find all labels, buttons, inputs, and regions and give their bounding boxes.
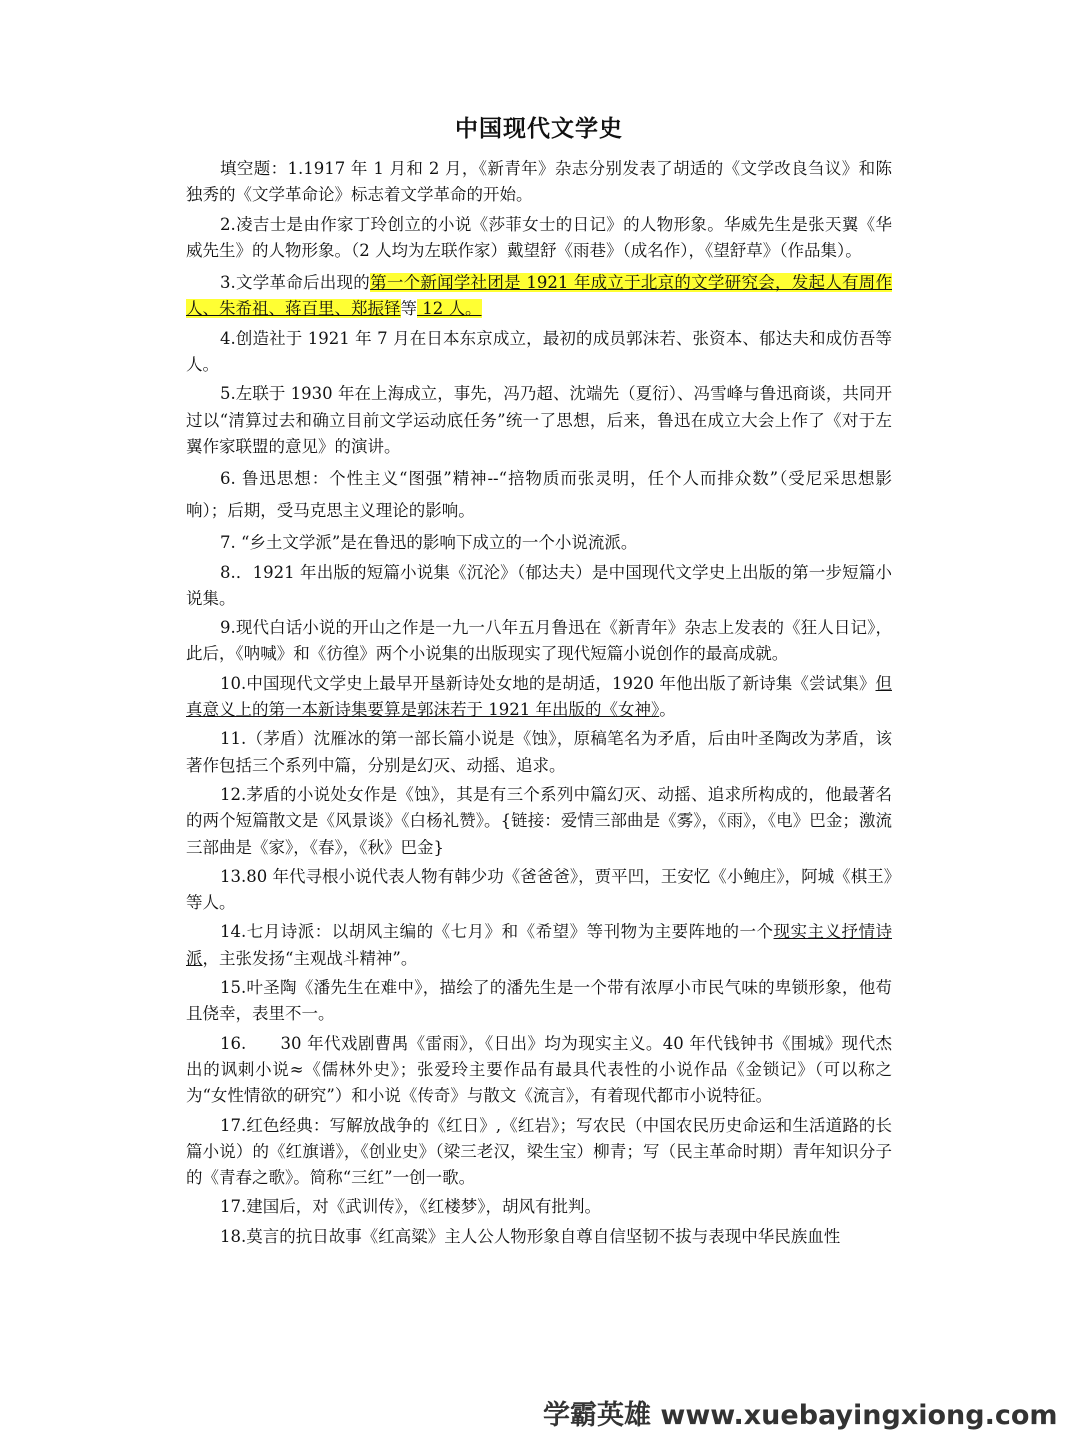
item-3-pre: 3.文学革命后出现的 (220, 273, 371, 293)
item-4: 4.创造社于 1921 年 7 月在日本东京成立，最初的成员郭沫若、张资本、郁达夫和成仿吾等人。 (186, 328, 892, 375)
item-10 (186, 671, 892, 724)
item-8: 8.．1921 年出版的短篇小说集《沉沦》（郁达夫）是中国现代文学史上出版的第一步短篇小说集。 (186, 562, 892, 608)
item-14-pre: 14.七月诗派：以胡风主编的《七月》和《希望》等刊物为主要阵地的一个 (220, 922, 774, 942)
item-5: 5.左联于 1930 年在上海成立，事先，冯乃超、沈端先（夏衍）、冯雪峰与鲁迅商谈，共同开过以“清算过去和确立目前文学运动底任务”统一了思想，后来，鲁迅在成立大会上作了《对于左翼作家联盟的意见》的演讲。 (186, 384, 892, 456)
item-17b: 17.建国后，对《武训传》，《红楼梦》，胡风有批判。 (220, 1197, 601, 1217)
item-10-post: 。 (659, 700, 676, 720)
item-3-highlight-2: 12 人。 (417, 299, 482, 319)
item-17: 17.红色经典：写解放战争的《红日》,《红岩》；写农民（中国农民历史命运和生活道路的长篇小说）的《红旗谱》，《创业史》（梁三老汉，梁生宝）柳青；写（民主革命时期）青年知识分子的《青春之歌》。简称“三红”一创一歌。 (186, 1115, 892, 1188)
item-3-highlight: 第一个新闻学社团是 1921 年成立于北京的文学研究会，发起人有周作人、朱希祖、蒋百里、郑振铎 (186, 273, 892, 319)
item-3-mid: 等 (400, 299, 417, 319)
item-6: 6. 鲁迅思想：个性主义“图强”精神--“掊物质而张灵明，任个人而排众数”（受尼采思想影响）；后期，受马克思主义理论的影响。 (186, 469, 892, 521)
item-2: 2.凌吉士是由作家丁玲创立的小说《莎菲女士的日记》的人物形象。华威先生是张天翼《华威先生》的人物形象。（2 人均为左联作家）戴望舒《雨巷》（成名作），《望舒草》（作品集）。 (186, 214, 892, 260)
item-15: 15.叶圣陶《潘先生在难中》，描绘了的潘先生是一个带有浓厚小市民气味的卑锁形象，他苟且侥幸，表里不一。 (186, 978, 892, 1024)
item-10-pre: 10.中国现代文学史上最早开垦新诗处女地的是胡适，1920 年他出版了新诗集《尝试集》 (220, 673, 876, 693)
item-14-underline: 现实主义抒情诗派 (186, 922, 892, 968)
item-14-post: ，主张发扬“主观战斗精神”。 (202, 948, 418, 968)
item-18: 18.莫言的抗日故事《红高粱》主人公人物形象自尊自信坚韧不拔与表现中华民族血性 (220, 1226, 841, 1246)
site-watermark: 学霸英雄 www.xuebayingxiong.com (543, 1400, 1058, 1431)
item-3 (186, 270, 892, 323)
item-14 (186, 919, 892, 972)
item-12: 12.茅盾的小说处女作是《蚀》，其是有三个系列中篇幻灭、动摇、追求所构成的，他最著名的两个短篇散文是《风景谈》《白杨礼赞》。{链接：爱情三部曲是《雾》，《雨》，《电》巴金；激流三部曲是《家》，《春》，《秋》巴金} (186, 784, 892, 857)
item-10-underline: 但真意义上的第一本新诗集要算是郭沫若于 1921 年出版的《女神》 (186, 673, 892, 720)
item-9: 9.现代白话小说的开山之作是一九一八年五月鲁迅在《新青年》杂志上发表的《狂人日记》，此后，《呐喊》和《彷徨》两个小说集的出版现实了现代短篇小说创作的最高成就。 (186, 618, 892, 664)
item-7: 7. “乡土文学派”是在鲁迅的影响下成立的一个小说流派。 (220, 533, 638, 553)
document-page (186, 112, 892, 1253)
item-16: 16. 30 年代戏剧曹禺《雷雨》，《日出》均为现实主义。40 年代钱钟书《围城》现代杰出的讽刺小说≈《儒林外史》；张爱玲主要作品有最具代表性的小说作品《金锁记》（可以称之为“女性情欲的研究”）和小说《传奇》与散文《流言》，有着现代都市小说特征。 (186, 1033, 892, 1106)
item-11: 11.（茅盾）沈雁冰的第一部长篇小说是《蚀》，原稿笔名为矛盾，后由叶圣陶改为茅盾，该著作包括三个系列中篇，分别是幻灭、动摇、追求。 (186, 729, 892, 775)
item-1: 填空题：1.1917 年 1 月和 2 月，《新青年》杂志分别发表了胡适的《文学改良刍议》和陈独秀的《文学革命论》标志着文学革命的开始。 (186, 159, 892, 205)
document-title: 中国现代文学史 (455, 116, 623, 142)
item-13: 13.80 年代寻根小说代表人物有韩少功《爸爸爸》，贾平凹，王安忆《小鲍庄》，阿城《棋王》等人。 (186, 866, 892, 913)
